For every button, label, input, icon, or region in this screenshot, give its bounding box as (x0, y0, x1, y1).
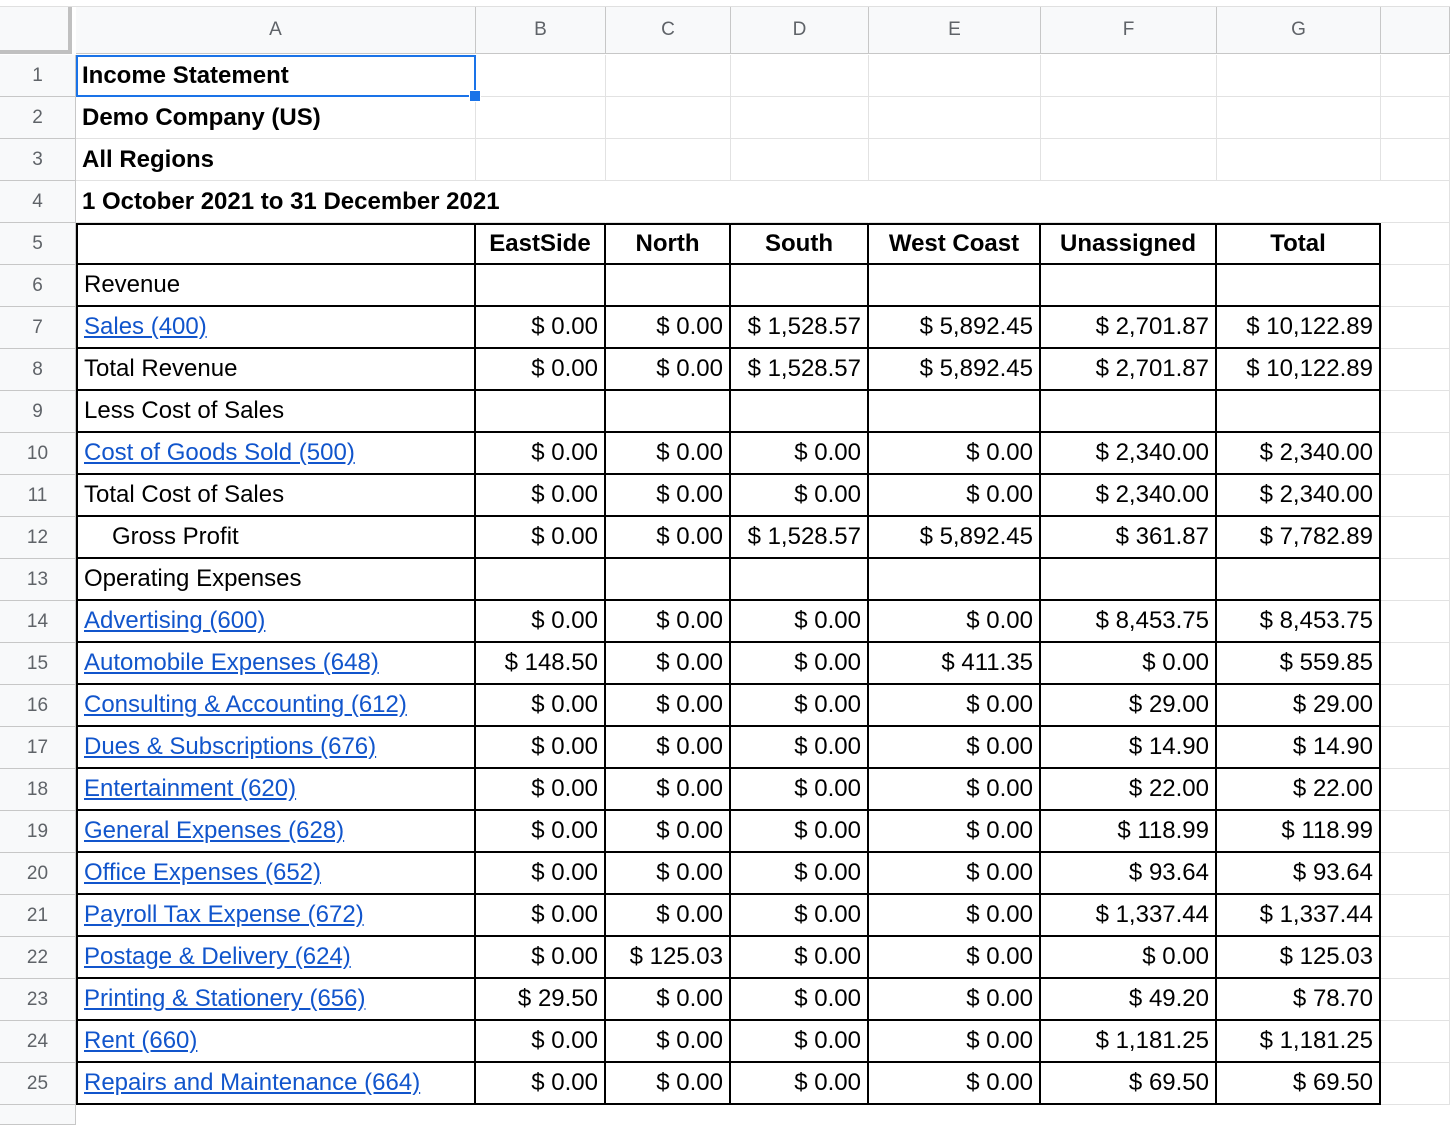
empty-cell[interactable] (1381, 265, 1450, 307)
empty-cell[interactable] (476, 559, 606, 601)
empty-cell[interactable] (731, 559, 869, 601)
empty-cell[interactable] (1381, 601, 1450, 643)
account-link[interactable]: Sales (400) (76, 307, 476, 349)
column-header-C[interactable]: C (606, 7, 731, 54)
empty-cell[interactable] (869, 559, 1041, 601)
empty-cell[interactable] (731, 265, 869, 307)
amount-cell[interactable]: $ 0.00 (606, 685, 731, 727)
amount-cell[interactable]: $ 0.00 (476, 1021, 606, 1063)
amount-cell[interactable]: $ 0.00 (606, 979, 731, 1021)
amount-cell[interactable]: $ 0.00 (869, 853, 1041, 895)
column-header-F[interactable]: F (1041, 7, 1217, 54)
empty-cell[interactable] (1217, 97, 1381, 139)
account-link[interactable]: Printing & Stationery (656) (76, 979, 476, 1021)
amount-cell[interactable]: $ 5,892.45 (869, 349, 1041, 391)
row-header[interactable]: 16 (0, 685, 76, 727)
empty-cell[interactable] (1217, 391, 1381, 433)
fill-handle[interactable] (469, 90, 481, 102)
empty-cell[interactable] (1381, 97, 1450, 139)
amount-cell[interactable]: $ 0.00 (869, 601, 1041, 643)
account-link[interactable]: Repairs and Maintenance (664) (76, 1063, 476, 1105)
empty-cell[interactable] (731, 97, 869, 139)
amount-cell[interactable]: $ 0.00 (606, 1063, 731, 1105)
row-header[interactable]: 19 (0, 811, 76, 853)
amount-cell[interactable]: $ 29.00 (1041, 685, 1217, 727)
row-header[interactable]: 9 (0, 391, 76, 433)
row-label[interactable]: Gross Profit (76, 517, 476, 559)
empty-cell[interactable] (869, 265, 1041, 307)
amount-cell[interactable]: $ 125.03 (606, 937, 731, 979)
column-header-D[interactable]: D (731, 7, 869, 54)
empty-cell[interactable] (1381, 517, 1450, 559)
amount-cell[interactable]: $ 0.00 (731, 643, 869, 685)
amount-cell[interactable]: $ 29.50 (476, 979, 606, 1021)
row-header[interactable]: 6 (0, 265, 76, 307)
amount-cell[interactable]: $ 29.00 (1217, 685, 1381, 727)
amount-cell[interactable]: $ 0.00 (476, 475, 606, 517)
amount-cell[interactable]: $ 0.00 (606, 475, 731, 517)
amount-cell[interactable]: $ 0.00 (606, 307, 731, 349)
empty-cell[interactable] (1041, 265, 1217, 307)
amount-cell[interactable]: $ 0.00 (731, 601, 869, 643)
row-header[interactable]: 7 (0, 307, 76, 349)
row-header[interactable]: 22 (0, 937, 76, 979)
amount-cell[interactable]: $ 22.00 (1041, 769, 1217, 811)
empty-cell[interactable] (476, 181, 606, 223)
empty-cell[interactable] (476, 97, 606, 139)
empty-cell[interactable] (606, 391, 731, 433)
report-company[interactable]: Demo Company (US) (76, 97, 476, 139)
row-header[interactable]: 14 (0, 601, 76, 643)
section-heading[interactable]: Operating Expenses (76, 559, 476, 601)
amount-cell[interactable]: $ 0.00 (606, 769, 731, 811)
row-header[interactable]: 21 (0, 895, 76, 937)
empty-cell[interactable] (606, 265, 731, 307)
empty-cell[interactable] (1381, 307, 1450, 349)
amount-cell[interactable]: $ 0.00 (606, 727, 731, 769)
empty-cell[interactable] (1381, 727, 1450, 769)
empty-cell[interactable] (606, 97, 731, 139)
amount-cell[interactable]: $ 8,453.75 (1217, 601, 1381, 643)
empty-cell[interactable] (731, 181, 869, 223)
amount-cell[interactable]: $ 0.00 (869, 979, 1041, 1021)
account-link[interactable]: Postage & Delivery (624) (76, 937, 476, 979)
row-header[interactable]: 12 (0, 517, 76, 559)
row-header[interactable]: 8 (0, 349, 76, 391)
amount-cell[interactable]: $ 0.00 (1041, 937, 1217, 979)
amount-cell[interactable]: $ 0.00 (606, 517, 731, 559)
amount-cell[interactable]: $ 0.00 (476, 853, 606, 895)
amount-cell[interactable]: $ 0.00 (476, 937, 606, 979)
empty-cell[interactable] (1381, 55, 1450, 97)
amount-cell[interactable]: $ 0.00 (476, 517, 606, 559)
empty-cell[interactable] (1381, 937, 1450, 979)
amount-cell[interactable]: $ 0.00 (731, 895, 869, 937)
account-link[interactable]: General Expenses (628) (76, 811, 476, 853)
amount-cell[interactable]: $ 2,701.87 (1041, 307, 1217, 349)
row-header[interactable] (0, 1105, 76, 1125)
row-header[interactable]: 23 (0, 979, 76, 1021)
empty-cell[interactable] (476, 265, 606, 307)
empty-cell[interactable] (869, 139, 1041, 181)
select-all-corner[interactable] (0, 7, 72, 54)
column-header-B[interactable]: B (476, 7, 606, 54)
row-header[interactable]: 11 (0, 475, 76, 517)
table-header-west-coast[interactable]: West Coast (869, 223, 1041, 265)
empty-cell[interactable] (1217, 55, 1381, 97)
empty-cell[interactable] (731, 139, 869, 181)
amount-cell[interactable]: $ 0.00 (869, 937, 1041, 979)
empty-cell[interactable] (1381, 349, 1450, 391)
empty-cell[interactable] (1381, 895, 1450, 937)
amount-cell[interactable]: $ 49.20 (1041, 979, 1217, 1021)
amount-cell[interactable]: $ 0.00 (731, 769, 869, 811)
amount-cell[interactable]: $ 0.00 (731, 937, 869, 979)
empty-cell[interactable] (1381, 643, 1450, 685)
amount-cell[interactable]: $ 1,181.25 (1041, 1021, 1217, 1063)
amount-cell[interactable]: $ 0.00 (476, 307, 606, 349)
row-label[interactable]: Total Cost of Sales (76, 475, 476, 517)
amount-cell[interactable]: $ 1,181.25 (1217, 1021, 1381, 1063)
empty-cell[interactable] (606, 55, 731, 97)
empty-cell[interactable] (1041, 139, 1217, 181)
amount-cell[interactable]: $ 0.00 (731, 475, 869, 517)
account-link[interactable]: Cost of Goods Sold (500) (76, 433, 476, 475)
amount-cell[interactable]: $ 22.00 (1217, 769, 1381, 811)
report-title[interactable]: Income Statement (76, 55, 476, 97)
amount-cell[interactable]: $ 0.00 (869, 811, 1041, 853)
amount-cell[interactable]: $ 2,340.00 (1041, 433, 1217, 475)
amount-cell[interactable]: $ 1,528.57 (731, 307, 869, 349)
section-heading[interactable]: Revenue (76, 265, 476, 307)
amount-cell[interactable]: $ 2,340.00 (1041, 475, 1217, 517)
amount-cell[interactable]: $ 0.00 (606, 1021, 731, 1063)
amount-cell[interactable]: $ 125.03 (1217, 937, 1381, 979)
amount-cell[interactable]: $ 0.00 (476, 769, 606, 811)
row-header[interactable]: 3 (0, 139, 76, 181)
amount-cell[interactable]: $ 0.00 (606, 811, 731, 853)
amount-cell[interactable]: $ 10,122.89 (1217, 307, 1381, 349)
amount-cell[interactable]: $ 2,340.00 (1217, 475, 1381, 517)
amount-cell[interactable]: $ 0.00 (606, 601, 731, 643)
amount-cell[interactable]: $ 0.00 (869, 769, 1041, 811)
table-header-eastside[interactable]: EastSide (476, 223, 606, 265)
toolbar-edge (0, 0, 1450, 7)
empty-cell[interactable] (1381, 685, 1450, 727)
row-header[interactable]: 24 (0, 1021, 76, 1063)
empty-cell[interactable] (1217, 265, 1381, 307)
amount-cell[interactable]: $ 2,340.00 (1217, 433, 1381, 475)
amount-cell[interactable]: $ 0.00 (1041, 643, 1217, 685)
empty-cell[interactable] (1381, 769, 1450, 811)
row-header[interactable]: 2 (0, 97, 76, 139)
amount-cell[interactable]: $ 0.00 (476, 727, 606, 769)
empty-cell[interactable] (1381, 1063, 1450, 1105)
amount-cell[interactable]: $ 0.00 (731, 811, 869, 853)
empty-cell[interactable] (606, 181, 731, 223)
empty-cell[interactable] (1381, 559, 1450, 601)
empty-cell[interactable] (1041, 97, 1217, 139)
amount-cell[interactable]: $ 0.00 (606, 643, 731, 685)
row-header[interactable]: 5 (0, 223, 76, 265)
empty-cell[interactable] (476, 55, 606, 97)
row-header[interactable]: 4 (0, 181, 76, 223)
empty-cell[interactable] (476, 139, 606, 181)
amount-cell[interactable]: $ 0.00 (869, 727, 1041, 769)
account-link[interactable]: Automobile Expenses (648) (76, 643, 476, 685)
empty-cell[interactable] (1381, 433, 1450, 475)
amount-cell[interactable]: $ 0.00 (476, 601, 606, 643)
amount-cell[interactable]: $ 559.85 (1217, 643, 1381, 685)
amount-cell[interactable]: $ 0.00 (869, 475, 1041, 517)
amount-cell[interactable]: $ 0.00 (476, 1063, 606, 1105)
amount-cell[interactable]: $ 14.90 (1041, 727, 1217, 769)
account-link[interactable]: Advertising (600) (76, 601, 476, 643)
row-header[interactable]: 17 (0, 727, 76, 769)
row-label[interactable]: Total Revenue (76, 349, 476, 391)
amount-cell[interactable]: $ 0.00 (606, 433, 731, 475)
amount-cell[interactable]: $ 5,892.45 (869, 307, 1041, 349)
empty-cell[interactable] (1041, 391, 1217, 433)
amount-cell[interactable]: $ 0.00 (869, 1021, 1041, 1063)
empty-cell[interactable] (1381, 391, 1450, 433)
account-link[interactable]: Consulting & Accounting (612) (76, 685, 476, 727)
column-header-E[interactable]: E (869, 7, 1041, 54)
report-regions[interactable]: All Regions (76, 139, 476, 181)
table-header-blank[interactable] (76, 223, 476, 265)
amount-cell[interactable]: $ 1,337.44 (1041, 895, 1217, 937)
amount-cell[interactable]: $ 0.00 (869, 895, 1041, 937)
row-header[interactable]: 20 (0, 853, 76, 895)
row-header[interactable]: 18 (0, 769, 76, 811)
empty-cell[interactable] (1041, 181, 1217, 223)
amount-cell[interactable]: $ 1,337.44 (1217, 895, 1381, 937)
amount-cell[interactable]: $ 69.50 (1041, 1063, 1217, 1105)
report-period[interactable]: 1 October 2021 to 31 December 2021 (76, 181, 476, 223)
amount-cell[interactable]: $ 93.64 (1041, 853, 1217, 895)
amount-cell[interactable]: $ 0.00 (731, 979, 869, 1021)
empty-cell[interactable] (606, 559, 731, 601)
row-header[interactable]: 15 (0, 643, 76, 685)
account-link[interactable]: Entertainment (620) (76, 769, 476, 811)
column-header-extra[interactable] (1381, 7, 1450, 54)
amount-cell[interactable]: $ 93.64 (1217, 853, 1381, 895)
empty-cell[interactable] (1041, 55, 1217, 97)
empty-cell[interactable] (1381, 979, 1450, 1021)
amount-cell[interactable]: $ 1,528.57 (731, 517, 869, 559)
amount-cell[interactable]: $ 0.00 (731, 685, 869, 727)
empty-cell[interactable] (1217, 559, 1381, 601)
account-link[interactable]: Office Expenses (652) (76, 853, 476, 895)
amount-cell[interactable]: $ 5,892.45 (869, 517, 1041, 559)
amount-cell[interactable]: $ 0.00 (476, 811, 606, 853)
empty-cell[interactable] (1217, 181, 1381, 223)
amount-cell[interactable]: $ 0.00 (476, 349, 606, 391)
amount-cell[interactable]: $ 10,122.89 (1217, 349, 1381, 391)
amount-cell[interactable]: $ 0.00 (606, 853, 731, 895)
amount-cell[interactable]: $ 7,782.89 (1217, 517, 1381, 559)
amount-cell[interactable]: $ 78.70 (1217, 979, 1381, 1021)
empty-cell[interactable] (1041, 559, 1217, 601)
amount-cell[interactable]: $ 411.35 (869, 643, 1041, 685)
amount-cell[interactable]: $ 69.50 (1217, 1063, 1381, 1105)
amount-cell[interactable]: $ 2,701.87 (1041, 349, 1217, 391)
empty-cell[interactable] (1381, 853, 1450, 895)
amount-cell[interactable]: $ 361.87 (1041, 517, 1217, 559)
empty-cell[interactable] (731, 391, 869, 433)
amount-cell[interactable]: $ 118.99 (1217, 811, 1381, 853)
account-link[interactable]: Dues & Subscriptions (676) (76, 727, 476, 769)
empty-cell[interactable] (1381, 139, 1450, 181)
amount-cell[interactable]: $ 0.00 (731, 853, 869, 895)
account-link[interactable]: Rent (660) (76, 1021, 476, 1063)
empty-cell[interactable] (1381, 811, 1450, 853)
empty-cell[interactable] (476, 391, 606, 433)
account-link[interactable]: Payroll Tax Expense (672) (76, 895, 476, 937)
amount-cell[interactable]: $ 0.00 (731, 727, 869, 769)
empty-cell[interactable] (869, 181, 1041, 223)
amount-cell[interactable]: $ 0.00 (731, 433, 869, 475)
row-header[interactable]: 1 (0, 55, 76, 97)
column-header-A[interactable]: A (76, 7, 476, 54)
row-header[interactable]: 13 (0, 559, 76, 601)
section-heading[interactable]: Less Cost of Sales (76, 391, 476, 433)
amount-cell[interactable]: $ 8,453.75 (1041, 601, 1217, 643)
amount-cell[interactable]: $ 0.00 (731, 1021, 869, 1063)
empty-cell[interactable] (869, 391, 1041, 433)
amount-cell[interactable]: $ 0.00 (731, 1063, 869, 1105)
empty-cell[interactable] (1381, 181, 1450, 223)
table-header-north[interactable]: North (606, 223, 731, 265)
row-header[interactable]: 25 (0, 1063, 76, 1105)
amount-cell[interactable]: $ 1,528.57 (731, 349, 869, 391)
empty-cell[interactable] (869, 97, 1041, 139)
empty-cell[interactable] (1381, 1021, 1450, 1063)
empty-cell[interactable] (606, 139, 731, 181)
amount-cell[interactable]: $ 14.90 (1217, 727, 1381, 769)
empty-cell[interactable] (869, 55, 1041, 97)
table-header-unassigned[interactable]: Unassigned (1041, 223, 1217, 265)
amount-cell[interactable]: $ 0.00 (869, 433, 1041, 475)
empty-cell[interactable] (1381, 223, 1450, 265)
amount-cell[interactable]: $ 118.99 (1041, 811, 1217, 853)
amount-cell[interactable]: $ 0.00 (476, 433, 606, 475)
row-header[interactable]: 10 (0, 433, 76, 475)
amount-cell[interactable]: $ 0.00 (869, 1063, 1041, 1105)
amount-cell[interactable]: $ 0.00 (476, 895, 606, 937)
table-header-south[interactable]: South (731, 223, 869, 265)
amount-cell[interactable]: $ 0.00 (476, 685, 606, 727)
empty-cell[interactable] (1381, 475, 1450, 517)
amount-cell[interactable]: $ 0.00 (606, 895, 731, 937)
empty-cell[interactable] (1217, 139, 1381, 181)
amount-cell[interactable]: $ 0.00 (606, 349, 731, 391)
column-header-G[interactable]: G (1217, 7, 1381, 54)
table-header-total[interactable]: Total (1217, 223, 1381, 265)
amount-cell[interactable]: $ 0.00 (869, 685, 1041, 727)
empty-cell[interactable] (731, 55, 869, 97)
amount-cell[interactable]: $ 148.50 (476, 643, 606, 685)
